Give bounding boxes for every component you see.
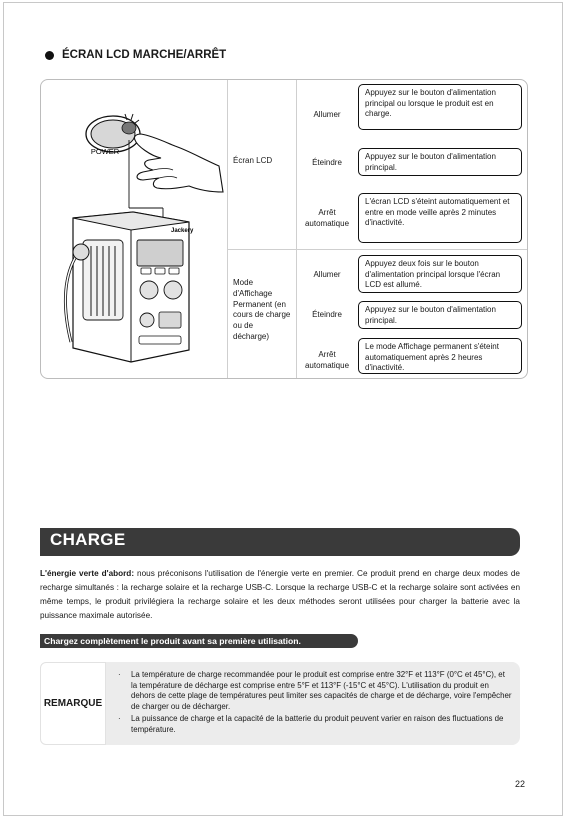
power-label: POWER (90, 147, 120, 156)
charge-heading: CHARGE (50, 530, 126, 549)
power-station-illustration (41, 80, 227, 378)
note-item: · La température de charge recommandée pour le produit est comprise entre 32°F et 113°F (0°C et 45°C), et la température de décharge est comprise entre 5°F et 113°F (-15°C et 45°C). L'utilisation du produit en dehors de cette plage de températures peut limiter ses capacités de charge et de décharge, voire l'empêcher de charger ou de décharger. (116, 670, 512, 712)
first-use-banner: Chargez complètement le produit avant sa première utilisation. (40, 634, 358, 648)
lcd-table-box (40, 79, 528, 379)
section-title: ÉCRAN LCD MARCHE/ARRÊT (62, 49, 227, 61)
mode-lcd-label: Écran LCD (233, 156, 273, 165)
action-desc: Appuyez sur le bouton d'alimentation principal. (358, 301, 522, 329)
note-box (40, 662, 520, 745)
action-desc: Le mode Affichage permanent s'éteint automatiquement après 2 heures d'inactivité. (358, 338, 522, 374)
action-desc: Appuyez sur le bouton d'alimentation principal. (358, 148, 522, 176)
action-label: Arrêt automatique (304, 208, 350, 228)
table-divider (227, 80, 228, 378)
action-label: Arrêt automatique (304, 350, 350, 370)
table-divider (296, 80, 297, 249)
page-number: 22 (515, 779, 526, 789)
action-desc: L'écran LCD s'éteint automatiquement et entre en mode veille après 2 minutes d'inactivité. (358, 193, 522, 243)
green-energy-text: nous préconisons l'utilisation de l'énergie verte en premier. Ce produit prend en charge deux modes de recharge simultanés : la recharge solaire et la recharge USB-C. Lorsque la recharge USB-C et la recharge solaire sont activées en même temps, le produit privilégiera la recharge solaire et les deux méthodes seront utilisées pour charger la batterie avec la puissance maximale autorisée. (40, 569, 520, 620)
mode-permanent-label: Mode d'Affichage Permanent (en cours de charge ou de décharge) (233, 278, 291, 341)
power-station-icon (65, 212, 194, 362)
action-desc: Appuyez deux fois sur le bouton d'alimentation principal lorsque l'écran LCD est allumé. (358, 255, 522, 293)
action-label: Allumer (313, 110, 341, 119)
green-energy-label: L'énergie verte d'abord: (40, 569, 135, 578)
action-label: Éteindre (312, 158, 342, 167)
note-item: · La puissance de charge et la capacité de la batterie du produit peuvent varier en raison des fluctuations de température. (116, 714, 512, 735)
note-label: REMARQUE (40, 662, 106, 745)
action-label: Allumer (313, 270, 341, 279)
action-desc: Appuyez sur le bouton d'alimentation principal ou lorsque le produit est en charge. (358, 84, 522, 130)
note-list (116, 670, 512, 738)
table-divider (227, 249, 527, 250)
green-energy-paragraph (40, 567, 520, 623)
action-label: Éteindre (312, 310, 342, 319)
brand-label: Jackery (171, 228, 194, 234)
hand-icon (134, 134, 223, 192)
charge-heading-bar (40, 528, 520, 556)
power-button-icon (86, 114, 140, 156)
section-header (45, 49, 226, 61)
table-divider (296, 250, 297, 378)
bullet-icon (45, 51, 54, 60)
